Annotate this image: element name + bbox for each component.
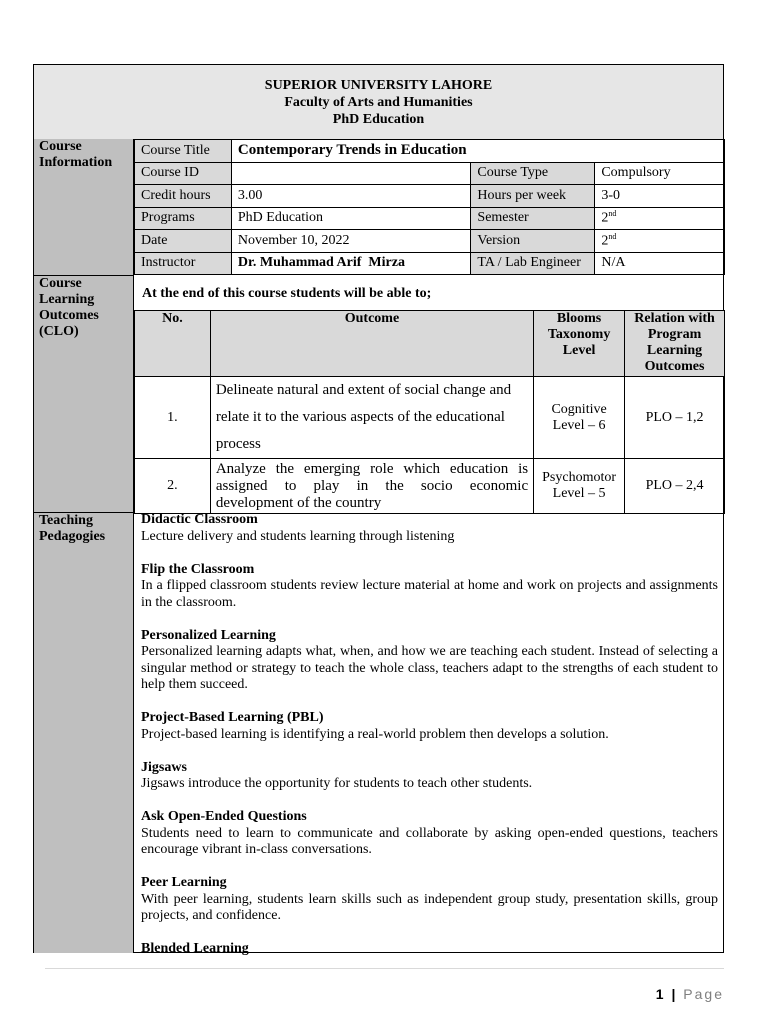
course-title-label: Course Title	[135, 140, 232, 163]
teaching-pedagogies-label-text: Teaching Pedagogies	[39, 513, 106, 544]
pedagogy-item	[141, 710, 718, 743]
table-row	[135, 230, 725, 253]
version-value	[595, 230, 725, 253]
course-type-label: Course Type	[471, 162, 595, 185]
clo-row-outcome: Delineate natural and extent of social change and relate it to the various aspects of the educational process	[210, 377, 533, 459]
course-outline-frame	[33, 64, 724, 956]
teaching-pedagogies-content	[134, 512, 725, 974]
pedagogy-title: Flip the Classroom	[141, 561, 255, 577]
table-row	[135, 377, 725, 459]
course-type-value: Compulsory	[595, 162, 725, 185]
page-number: 1	[655, 986, 666, 1002]
clo-header-blooms: Blooms Taxonomy Level	[534, 311, 625, 377]
table-row	[135, 207, 725, 230]
pedagogy-title: Jigsaws	[141, 759, 187, 775]
clo-row-no: 2.	[135, 459, 211, 514]
clo-row-plo: PLO – 2,4	[625, 459, 725, 514]
footer-divider	[45, 968, 724, 969]
course-info-table	[134, 139, 725, 275]
version-label: Version	[471, 230, 595, 253]
pedagogy-item	[141, 628, 718, 694]
table-row	[135, 252, 725, 275]
clo-header-relation: Relation with Program Learning Outcomes	[625, 311, 725, 377]
clo-row-no: 1.	[135, 377, 211, 459]
ta-value: N/A	[595, 252, 725, 275]
pedagogy-text: Project-based learning is identifying a real-world problem then develops a solution.	[141, 726, 609, 742]
pedagogy-item	[141, 512, 718, 545]
ta-label: TA / Lab Engineer	[471, 252, 595, 275]
pedagogy-text: Personalized learning adapts what, when, and how we are teaching each student. Instead of selecting a singular method or strategy to teach the whole class, teachers adapt to the strengths of each student to help them succeed.	[141, 644, 718, 692]
course-title-value: Contemporary Trends in Education	[231, 140, 724, 163]
table-row	[135, 185, 725, 208]
document-header	[34, 65, 723, 140]
pedagogy-text: Jigsaws introduce the opportunity for students to teach other students.	[141, 776, 533, 791]
clo-header-no: No.	[135, 311, 211, 377]
course-id-value	[231, 162, 471, 185]
clo-row-blooms: Psychomotor Level – 5	[534, 459, 625, 514]
semester-value	[595, 207, 725, 230]
university-name: SUPERIOR UNIVERSITY LAHORE	[264, 77, 493, 93]
course-id-label: Course ID	[135, 162, 232, 185]
pedagogy-text: With peer learning, students learn skills such as independent group study, presentation skills, group projects, and confidence.	[141, 891, 718, 923]
version-suffix: nd	[608, 231, 617, 241]
footer-separator: |	[671, 986, 678, 1002]
table-row	[135, 311, 725, 377]
program-name: PhD Education	[332, 111, 425, 127]
pedagogy-title: Project-Based Learning (PBL)	[141, 710, 324, 725]
credit-hours-value: 3.00	[231, 185, 471, 208]
table-row	[135, 459, 725, 514]
programs-label: Programs	[135, 207, 232, 230]
semester-label: Semester	[471, 207, 595, 230]
clo-row-plo: PLO – 1,2	[625, 377, 725, 459]
clo-table	[134, 310, 725, 514]
pedagogy-title: Didactic Classroom	[141, 512, 258, 527]
clo-row-blooms: Cognitive Level – 6	[534, 377, 625, 459]
clo-intro: At the end of this course students will be able to;	[134, 276, 725, 311]
table-row	[135, 140, 725, 163]
version-number: 2	[601, 233, 609, 249]
pedagogy-item	[141, 875, 718, 925]
pedagogy-item	[141, 941, 718, 958]
pedagogy-title: Personalized Learning	[141, 627, 276, 643]
teaching-pedagogies-label	[34, 512, 134, 953]
date-value: November 10, 2022	[231, 230, 471, 253]
semester-suffix: nd	[608, 209, 617, 219]
credit-hours-label: Credit hours	[135, 185, 232, 208]
pedagogy-item	[141, 562, 718, 612]
instructor-label: Instructor	[135, 252, 232, 275]
table-row	[135, 162, 725, 185]
hours-per-week-value: 3-0	[595, 185, 725, 208]
faculty-name: Faculty of Arts and Humanities	[284, 94, 473, 110]
course-information-label	[34, 139, 134, 276]
page-footer	[656, 986, 724, 1002]
page-word: Page	[683, 986, 724, 1002]
pedagogy-title: Blended Learning	[141, 941, 249, 956]
clo-header-outcome: Outcome	[210, 311, 533, 377]
pedagogy-text: Lecture delivery and students learning through listening	[141, 528, 455, 544]
pedagogy-text: In a flipped classroom students review lecture material at home and work on projects and assignments in the classroom.	[141, 578, 718, 610]
course-information-label-text: Course Information	[39, 139, 113, 170]
pedagogy-text: Students need to learn to communicate and collaborate by asking open-ended questions, teachers encourage vibrant in-class conversations.	[141, 825, 718, 857]
clo-label-text: Course Learning Outcomes (CLO)	[39, 276, 99, 339]
pedagogy-item	[141, 809, 718, 859]
pedagogy-title: Ask Open-Ended Questions	[141, 809, 307, 824]
pedagogy-title: Peer Learning	[141, 875, 227, 890]
programs-value: PhD Education	[231, 207, 471, 230]
clo-row-outcome: Analyze the emerging role which education is assigned to play in the socio economic development of the country	[210, 459, 533, 514]
semester-number: 2	[601, 211, 609, 227]
clo-label	[34, 276, 134, 512]
instructor-value: Dr. Muhammad Arif Mirza	[231, 252, 471, 275]
date-label: Date	[135, 230, 232, 253]
pedagogy-item	[141, 760, 718, 793]
hours-per-week-label: Hours per week	[471, 185, 595, 208]
